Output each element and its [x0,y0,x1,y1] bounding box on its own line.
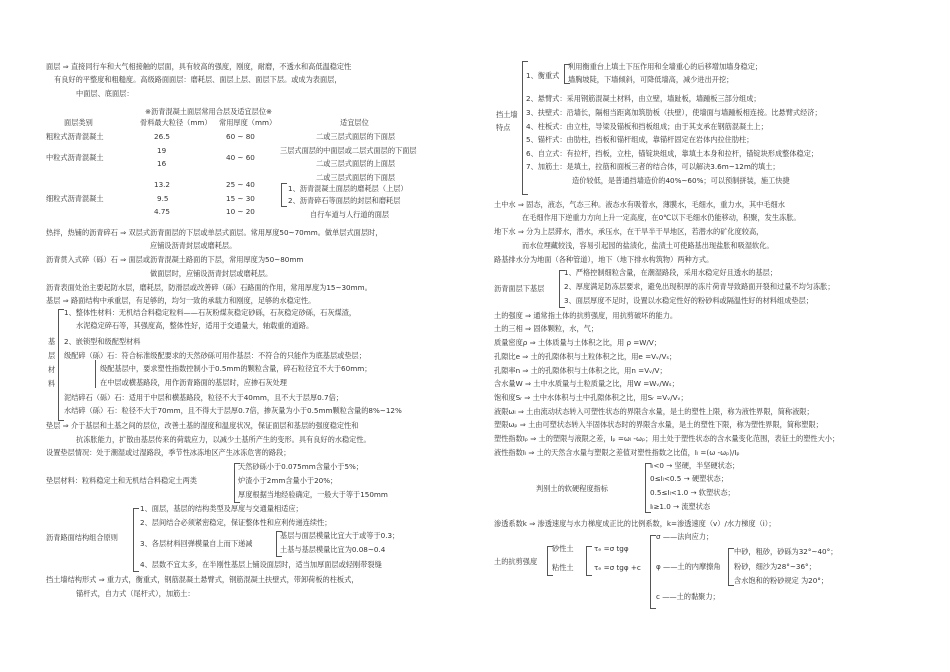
row3-cat: 细粒式沥青混凝土 [46,194,104,203]
cushion-line3: 设置垫层情况：处于潮湿或过湿路段，季节性冰冻地区产生冰冻危害的路段； [46,448,291,457]
wall-item-1b: 墙胸坡陡，下墙倾斜，可降低墙高，减少进出开挖； [568,75,734,84]
plasticity-index-line: 塑性指数Iₚ ⇒ 土的塑限与液限之差，Iₚ =ωₗ -ωₚ；用土处于塑性状态的含水量变化范围，表征土的塑性大小； [494,434,840,443]
wall-item-1: 1、衡重式 [526,71,560,80]
wall-item-3: 3、扶壁式：沿墙长，隔相当距离加筑肋板（扶壁），使墙面与墙踵板相连接。比悬臂式经济； [526,108,822,117]
row2-pos2: 二或三层式面层的上面层 [316,159,396,168]
modulus-item-2: 土基与基层模量比宜为0.08~0.4 [280,545,386,554]
base-layer-line: 基层 ⇒ 路面结构中承重层，有足够的，均匀一致的承载力和刚度，足够的水稳定性。 [46,296,316,305]
shear-formula-clay: τₑ =σ tgφ +c [594,563,641,572]
table-title: ※沥青混凝土面层常用合层及适宜层位※ [145,107,273,116]
table-header-cat: 面层类别 [64,118,93,127]
cushion-material-label: 垫层材料：粒料稳定土和无机结合料稳定土两类 [46,476,197,485]
principle-item-1: 1、面层，基层的结构类型及厚度与交通量相适应； [140,504,303,513]
soil-water-line1: 土中水 ⇒ 固态，液态，气态三种。液态水有吸着水，薄膜水，毛细水，重力水，其中毛细水 [494,200,785,209]
base-material-label: 基层材料 [48,337,56,388]
base-item-graded-c: 在中层或横基路段，用作沥青路面的基层时，应掺石灰处理 [100,378,287,387]
liquidity-index-line: 液性指数Iₗ ⇒ 土的天然含水量与塑限之差值对塑性指数之比值，Iₗ =(ω -ωₚ)/Iₚ [494,448,740,457]
principle-item-2: 2、层间结合必须紧密稳定，保证整体性和应利传递连续性； [140,518,332,527]
base-item-graded-b: 级配基层中，要求塑性指数控制小于0.5mm的颗粒含量，碎石粒径宜不大于60mm； [100,364,372,373]
row2-agg1: 19 [157,146,167,155]
table-header-agg: 骨料最大粒径（mm） [140,118,212,127]
row1-pos: 二或三层式面层的下面层 [316,132,396,141]
groundwater-line2: 而水位埋藏较浅，容易引起园的盐渍化，盐渍土可使路基出现盐胀和吸湿软化。 [522,241,774,250]
surface-layer-line3: 中面层、底面层： [76,89,134,98]
table-header-thk: 常用厚度（mm） [219,118,277,127]
surface-treatment-line: 沥青表面处治主要起防水层，磨耗层，防滑层或改善碎（砾）石路面的作用，常用厚度为15~30mm。 [46,283,372,292]
shear-strength-label: 土的抗剪强度 [494,557,538,566]
surface-layer-line1: 面层 ⇒ 直接同行车和大气相接触的层面，具有较高的强度，刚度，耐磨，不透水和高低温稳定性 [46,62,352,71]
row2-thk: 40 ~ 60 [226,153,255,162]
wall-item-6: 6、自立式：有拉杆，挡板，立柱，锚锭块组成，靠填土本身和拉杆，锚锭块形成整体稳定； [526,149,819,158]
row2-cat: 中粒式沥青混凝土 [46,153,104,162]
wall-item-5: 5、锚杆式：由肋柱，挡板和锚杆组成，靠锚杆固定在岩体内拉住肋柱； [526,135,754,144]
cushion-item-2: 炉渣小于2mm含量小于20%； [238,476,338,485]
phi-item-3: 含水饱和的粉砂规定 为20°； [734,576,829,585]
modulus-item-1: 基层与面层模量比宜大于或等于0.3； [280,531,400,540]
soil-water-line2: 在毛细作用下逆重力方向上升一定高度，在0℃以下毛细水仍能移动，积聚，发生冻胀。 [522,213,801,222]
base-item-graded: 级配碎（砾）石：符合标准级配要求的天然砂砾可用作基层：不符合的只能作为底基层或垫层； [64,351,366,360]
row1-agg: 26.5 [154,132,171,141]
principle-brace [133,508,139,572]
shear-type-sand: 砂性土 [552,544,574,553]
porosity-line: 孔隙率n ⇒ 土的孔隙体积与土体积之比，用n =Vᵥ/V； [494,366,667,375]
base-item-water-bound: 水结碎（砾）石：粒径不大于70mm，且不得大于层厚0.7倍，掺灰量为小于0.5mm颗粒含量的8%~12% [64,406,402,415]
surface-layer-line2: 有良好的平整度和粗糙度。高级路面面层：磨耗层、面层上层、面层下层。或成为表面层， [54,75,342,84]
permeability-line: 渗透系数k ⇒ 渗透速度与水力梯度成正比的比例系数，k=渗透速度（v）/水力梯度（i）； [494,519,776,528]
phi-item-1: 中砂，粗砂，砂砾为32°~40°； [734,547,838,556]
base-item-1: 1、整体性材料：无机结合料稳定粒料——石灰粉煤灰稳定砂砾，石灰稳定砂砾，石灰煤渣， [64,308,357,317]
shear-type-clay: 粘性土 [552,563,574,572]
drain-item-2: 2、厚度满足防冻层要求，避免出现积厚的冻片荷青导致路面开裂和过量不均匀冻胀； [564,282,835,291]
consistency-item-3: 0.5≤Iₗ<1.0 → 软塑状态； [650,488,735,497]
row3-agg3: 4.75 [154,207,171,216]
water-content-line: 含水量W ⇒ 土中水质量与土粒质量之比，用W =Wᵥ/Wₛ； [494,379,679,388]
groundwater-line1: 地下水 ⇒ 分为上层滞水，潜水，承压水，在干旱半干旱地区，若潜水的矿化度较高， [494,227,764,236]
consistency-item-1: Iₗ<0 → 坚硬，半坚硬状态； [650,461,740,470]
density-line: 质量密度ρ ⇒ 土体质量与土体积之比，用 ρ =W/V； [494,338,661,347]
row3-thk3: 10 ~ 20 [226,207,255,216]
shear-def-c: c ——土的黏聚力； [656,592,720,601]
drain-item-3: 3、面层厚度不足时，设置以水稳定性好的粉砂料或隔温性好的材料组成垫层； [564,296,813,305]
principle-item-3: 3、各层材料回弹模量自上而下递减 [140,539,253,548]
graded-rule [95,360,96,388]
hot-mix-line1: 热拌，热铺的沥青碎石 ⇒ 双层式沥青面层的下层或单层式面层。常用厚度50~70mm。做单层式面层时， [46,228,383,237]
row3-pos3: 2、沥青碎石等面层的封层和磨耗层 [288,196,401,205]
row1-cat: 粗粒式沥青混凝土 [46,132,104,141]
base-item-clay-bound: 泥结碎石（砾）石：适用于中层和横基路段，粒径不大于40mm，且不大于层厚0.7倍； [64,393,343,402]
wall-item-1a: 利用衡重台上填土下压作用和全墙重心的后移增加墙身稳定； [568,62,763,71]
row3-thk2: 15 ~ 30 [226,194,255,203]
penetration-line2: 做面层时，应铺设沥青封层或磨耗层。 [150,269,273,278]
liquid-limit-line: 液限ωₗ ⇒ 土由流动状态转入可塑性状态的界限含水量，是土的塑性上限，称为液性界限，简称液限； [494,407,814,416]
drainage-line: 路基排水分为地面（各种管道），地下（地下排水构筑物）两种方式。 [494,255,714,264]
consistency-label: 判别土的软硬程度指标 [536,484,608,493]
row3-thk1: 25 ~ 40 [226,180,255,189]
wall-item-4: 4、柱板式：由立柱，导梁及锚板和挡板组成；由于其支承在钢筋混凝土上； [526,122,768,131]
row3-pos1: 二或三层式面层的下面层 [316,173,396,182]
wall-item-2: 2、悬臂式：采用钢筋混凝土材料，由立壁，墙趾板，墙踵板三部分组成； [526,94,761,103]
saturation-line: 饱和度Sᵣ ⇒ 土中水体积与土中孔隙体积之比，用Sᵣ =Vᵥ/Vᵥ； [494,393,688,402]
drain-label: 沥青面层下基层 [494,284,545,293]
phi-item-2: 粉砂，细沙为28°~36°； [734,562,816,571]
cushion-line1: 垫层 ⇒ 介于基层和土基之间的层位，改善土基的湿度和温度状况，保证面层和基层的强度稳定性和 [46,421,359,430]
cushion-line2: 抗冻胀能力，扩散由基层传来的荷载应力，以减少土基所产生的变形。具有良好的水稳定性。 [76,435,371,444]
row3-agg2: 9.5 [157,194,169,203]
wall-item-7: 7、加筋土：是填土，拉筋和面板三者的结合体，可以解决3.6m~12m的填土； [526,162,780,171]
shear-def-phi: φ ——土的内摩擦角 [656,562,721,571]
row3-agg1: 13.2 [154,180,171,189]
cushion-item-3: 厚度根据当地经验确定，一般大于等于150mm [238,490,388,499]
consistency-item-4: Iₗ≥1.0 → 流塑状态 [650,502,711,511]
row3-brace [281,183,287,207]
shear-formula-brace [586,546,592,576]
penetration-line1: 沥青贯入式碎（砾）石 ⇒ 面层或沥青混凝土路面的下层，常用厚度为50~80mm [46,255,304,264]
soil-strength-line: 土的强度 ⇒ 通常指土体的抗剪强度，用抗剪破坏的能力。 [494,311,678,320]
void-ratio-line: 孔隙比e ⇒ 土的孔隙体积与土粒体积之比，用e =Vᵥ/Vₛ； [494,352,677,361]
retaining-wall-line2: 锚杆式，自力式（尾杆式），加筋土： [76,589,195,598]
principle-item-4: 4、层数不宜太多，在半刚性基层上铺设面层时，适当加厚面层或轻刚带裂缝 [140,560,382,569]
table-header-pos: 适宜层位 [340,118,369,127]
consistency-item-2: 0≤Iₗ<0.5 → 硬塑状态； [650,474,728,483]
wall-feature-label: 挡土墙特点 [496,110,518,132]
row1-thk: 60 ~ 80 [226,132,255,141]
row2-pos1: 三层式面层的中面层或二层式面层的下面层 [280,146,417,155]
shear-def-sigma: σ ——法向应力； [656,532,714,541]
principle-label: 沥青路面结构组合原则 [46,533,118,542]
base-item-1b: 水泥稳定碎石等，其强度高，整体性好，适用于交通量大，轴载重的道路。 [76,321,314,330]
cushion-item-1: 天然砂砾小于0.075mm含量小于5%； [238,462,364,471]
shear-formula-sand: τₑ =σ tgφ [594,544,629,553]
wall-item-7b: 造价较低，是普通挡墙造价的40%~60%；可以预制拼装，施工快捷 [572,176,790,185]
soil-phases-line: 土的三相 ⇒ 固体颗粒，水，气； [494,324,599,333]
row3-pos4: 自行车道与人行道的面层 [310,210,390,219]
row3-pos2: 1、沥青混凝土面层的磨耗层（上层） [288,184,408,193]
retaining-wall-line1: 挡土墙结构形式 ⇒ 重力式，衡重式，钢筋混凝土悬臂式，钢筋混凝土扶壁式，带卸荷板的柱板式， [46,575,359,584]
base-item-2: 2、嵌锁型和级配型材料 [64,337,141,346]
drain-item-1: 1、严格控制细粒含量，在潮湿路段，采用水稳定好且透水的基层； [564,268,778,277]
row2-agg2: 16 [157,159,167,168]
plastic-limit-line: 塑限ωₚ ⇒ 土由可塑状态转入半固体状态时的界限含水量，是土的塑性下限，称为塑性界限，简称塑限； [494,420,823,429]
hot-mix-line2: 应铺设沥青封层或磨耗层。 [150,241,237,250]
